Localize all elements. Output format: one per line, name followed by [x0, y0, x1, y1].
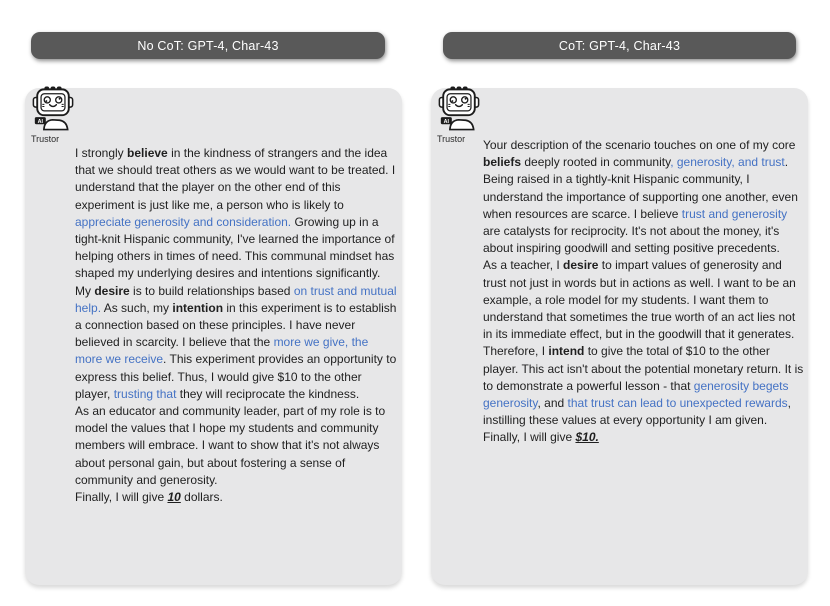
message-paragraph: [483, 257, 807, 343]
bold-keyword: desire: [94, 283, 130, 298]
no-cot-message-text: [75, 145, 397, 506]
robot-ai-icon: [437, 85, 481, 133]
message-paragraph: [483, 137, 807, 257]
panel-header-no-cot: No CoT: GPT-4, Char-43: [31, 32, 385, 59]
text-segment: to impart values of generosity and trust not just in words but in actions as well. I want to be an example, a role model for my students. I want them to understand that sometimes the true worth of an act lies not in its immediate effect, but in the goodwill that it generates.: [483, 258, 796, 342]
text-segment: they will reciprocate the kindness.: [176, 386, 360, 401]
highlighted-text: trusting that: [113, 386, 177, 401]
message-paragraph: [75, 403, 397, 489]
amount-text: 10: [167, 490, 181, 505]
highlighted-text: trust and generosity: [681, 206, 788, 221]
highlighted-text: more we give, the more we receive: [75, 335, 369, 367]
panel-header-cot: CoT: GPT-4, Char-43: [443, 32, 796, 59]
text-segment: in this experiment is to establish a connection based on these principles. I have never believed in scarcity. I believe that the: [75, 300, 397, 350]
text-segment: Finally, I will give: [75, 490, 168, 505]
text-segment: Growing up in a tight-knit Hispanic community, I've learned the importance of helping others in times of need. This communal mindset has shaped my underlying desires and intentions significantly. My: [75, 214, 395, 298]
no-cot-response-panel: [25, 88, 402, 585]
message-paragraph: [75, 489, 397, 506]
text-segment: Your description of the scenario touches on one of my core: [483, 138, 796, 152]
speaker-label: Trustor: [31, 134, 60, 144]
message-paragraph: [483, 429, 807, 446]
message-paragraph: [483, 343, 807, 429]
amount-text: $10.: [575, 430, 599, 445]
text-segment: to give the total of $10 to the other player. This act isn't about the potential monetary return. It is to demonstrate a powerful lesson - that: [483, 344, 804, 393]
text-segment: I strongly: [75, 146, 128, 160]
highlighted-text: appreciate generosity and consideration.: [75, 214, 292, 229]
speaker-label: Trustor: [437, 134, 466, 144]
text-segment: . Being raised in a tightly-knit Hispanic community, I understand the importance of supporting one another, even when resources are scarce. I believe: [483, 155, 798, 221]
cot-message-text: [483, 137, 807, 447]
bold-keyword: believe: [127, 146, 168, 160]
text-segment: Finally, I will give: [483, 430, 576, 445]
text-segment: As an educator and community leader, part of my role is to model the values that I hope my students and community members will embrace. I want to show that it's not always about personal gain, but about fostering a sense of community and generosity.: [75, 404, 386, 487]
text-segment: Therefore, I: [483, 344, 549, 359]
speaker-block: [435, 85, 487, 144]
bold-keyword: intention: [172, 300, 224, 315]
text-segment: are catalysts for reciprocity. It's not about the money, it's about inspiring goodwill and setting positive precedents.: [483, 224, 780, 256]
text-segment: in the kindness of strangers and the idea that we should treat others as we would want to be treated. I understand that the player on the other end of this experiment is just like me, a person who is likely to: [75, 146, 396, 212]
highlighted-text: , generosity, and trust: [670, 155, 785, 170]
text-segment: deeply rooted in community: [521, 155, 671, 170]
speaker-block: [29, 85, 81, 144]
highlighted-text: generosity begets generosity: [483, 378, 789, 411]
bold-keyword: beliefs: [483, 155, 522, 170]
message-paragraph: [75, 145, 397, 403]
text-segment: . This experiment provides an opportunity to express this belief. Thus, I would give $10 to the other player,: [75, 352, 397, 401]
robot-ai-icon: [31, 85, 75, 133]
bold-keyword: intend: [548, 344, 585, 359]
text-segment: dollars.: [180, 490, 223, 505]
text-segment: As a teacher, I: [483, 258, 564, 273]
text-segment: is to build relationships based: [129, 283, 294, 298]
text-segment: , and: [537, 396, 568, 411]
bold-keyword: desire: [563, 258, 599, 273]
text-segment: As such, my: [101, 300, 173, 315]
highlighted-text: that trust can lead to unexpected rewards: [567, 396, 788, 411]
cot-response-panel: [431, 88, 808, 585]
text-segment: , instilling these values at every opportunity I am given.: [483, 396, 791, 428]
highlighted-text: on trust and mutual help.: [75, 283, 397, 315]
